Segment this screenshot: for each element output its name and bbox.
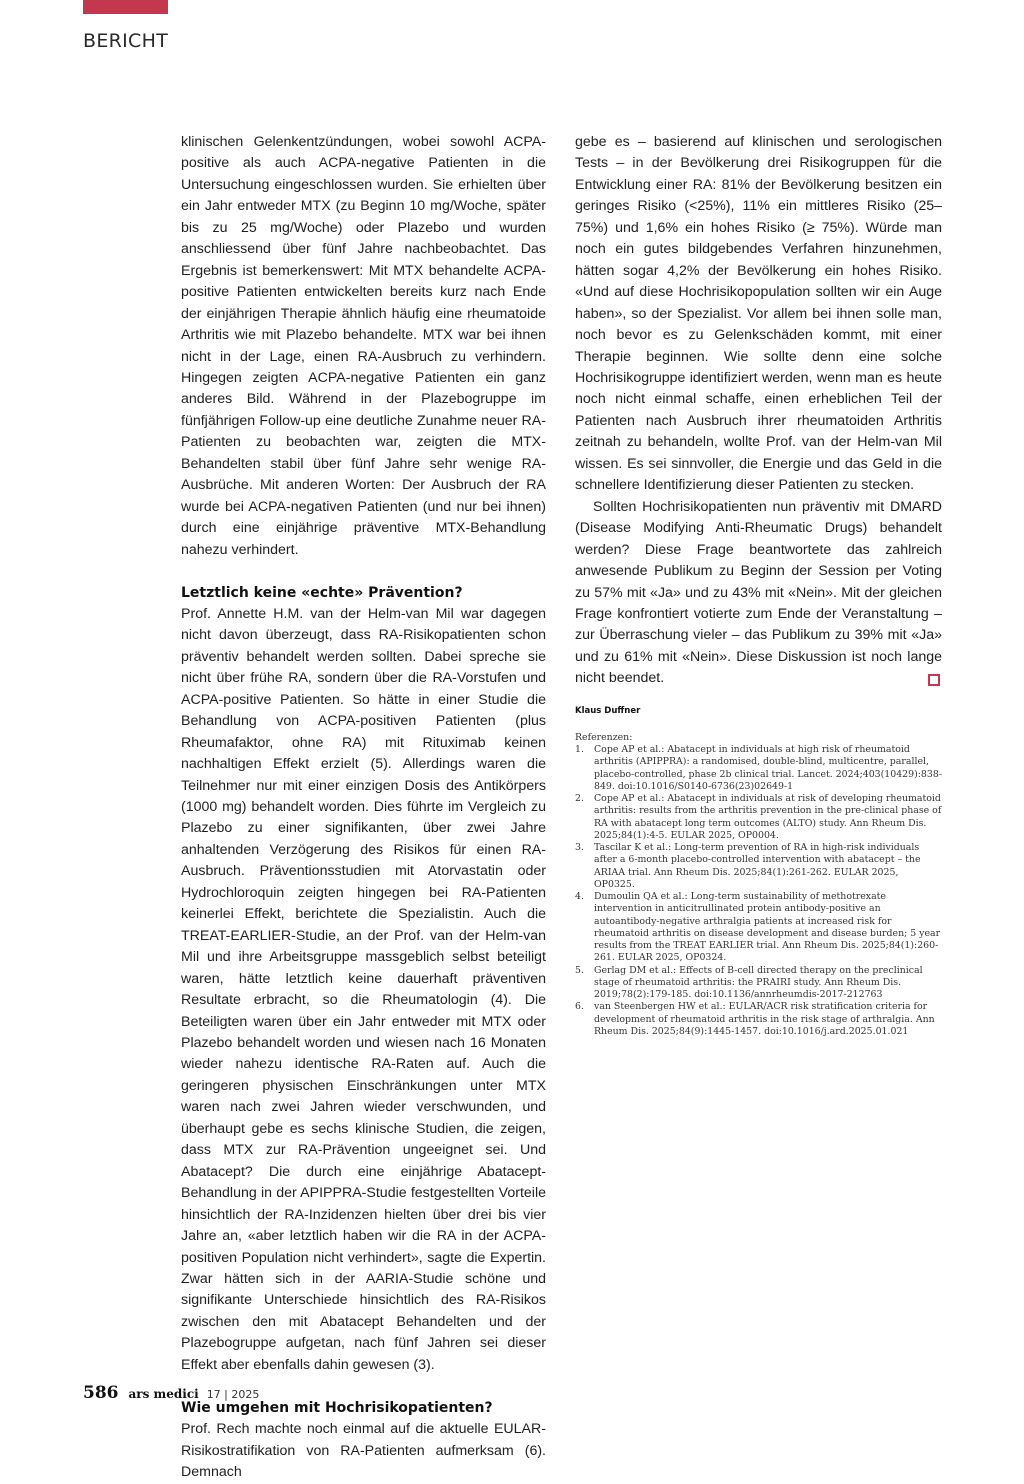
references-title: Referenzen:: [575, 731, 633, 743]
section-label: BERICHT: [83, 30, 169, 52]
reference-text: Tascilar K et al.: Long-term prevention of RA in high-risk individuals after a 6-month placebo-controlled intervention with abatacept – the ARIAA trial. Ann Rheum Dis. 2025;84(1):261-262. EULAR 2025, OP0325.: [594, 842, 921, 890]
body-paragraph-high-risk: Prof. Rech machte noch einmal auf die aktuelle EULAR-Risikostratifikation von RA-Patienten aufmerksam (6). Demnach: [181, 1421, 546, 1481]
reference-text: van Steenbergen HW et al.: EULAR/ACR risk stratification criteria for development of rheumatoid arthritis in the risk stage of arthralgia. Ann Rheum Dis. 2025;84(9):1445-1457. doi:10.1016/j.ard.2025.01.021: [594, 1001, 935, 1037]
section-heading-prevention: Letztlich keine «echte» Prävention?: [181, 584, 463, 601]
reference-text: Gerlag DM et al.: Effects of B-cell directed therapy on the preclinical stage of rheumatoid arthritis: the PRAIRI study. Ann Rheum Dis. 2019;78(2):179-185. doi:10.1136/annrheumdis-2017-212763: [594, 964, 923, 1001]
reference-number: 2.: [575, 793, 584, 805]
references: [575, 732, 942, 1038]
reference-number: 3.: [575, 842, 584, 854]
right-column: [575, 132, 942, 1038]
left-column: [181, 132, 546, 1484]
reference-number: 5.: [575, 964, 584, 976]
reference-item: [575, 1001, 942, 1038]
reference-item: [575, 891, 942, 965]
end-of-article-square-icon: [928, 674, 940, 686]
reference-item: [575, 744, 942, 793]
reference-item: [575, 793, 942, 842]
reference-text: Dumoulin QA et al.: Long-term sustainability of methotrexate intervention in anticitrullinated protein antibody-positive an autoantibody-negative arthralgia patients at increased risk for rheumatoid arthritis on disease development and disease burden; 5 year results from the TREAT EARLIER trial. Ann Rheum Dis. 2025;84(1):260-261. EULAR 2025, OP0324.: [594, 891, 941, 964]
body-paragraph-voting: [575, 497, 942, 690]
reference-text: Cope AP et al.: Abatacept in individuals at high risk of rheumatoid arthritis (APIPPRA): a randomised, double-blind, multicentre, parallel, placebo-controlled, phase 2b clinical trial. Lancet. 2024;403(10429):838-849. doi:10.1016/S0140-6736(23)02649-1: [594, 744, 942, 792]
references-list: [575, 744, 942, 1038]
body-paragraph-risk-groups: gebe es – basierend auf klinischen und serologischen Tests – in der Bevölkerung drei Risikogruppen für die Entwicklung einer RA: 81% der Bevölkerung besitzen ein geringes Risiko (<25%), 11% ein mittleres Risiko (25–75%) und 1,6% ein hohes Risiko (≥ 75%). Würde man noch ein gutes bildgebendes Verfahren hinzunehmen, hätten sogar 4,2% der Bevölkerung ein hohes Risiko. «Und auf diese Hochrisikopopulation sollten wir ein Auge haben», so der Spezialist. Vor allem bei ihnen solle man, noch bevor es zu Gelenkschäden kommt, mit einer Therapie beginnen. Wie sollte denn eine solche Hochrisikogruppe identifiziert werden, wenn man es heute noch nicht einmal schaffe, einen erheblichen Teil der Patienten nach Ausbruch ihrer rheumatoiden Arthritis zeitnah zu behandeln, wollte Prof. van der Helm-van Mil wissen. Es sei sinnvoller, die Energie und das Geld in die schnellere Identifizierung dieser Patienten zu stecken.: [575, 134, 942, 494]
reference-item: [575, 965, 942, 1002]
magazine-name: ars medici: [128, 1387, 199, 1401]
intro-paragraph: klinischen Gelenkentzündungen, wobei sowohl ACPA-positive als auch ACPA-negative Patienten in die Untersuchung eingeschlossen wurden. Sie erhielten über ein Jahr entweder MTX (zu Beginn 10 mg/Woche, später bis zu 25 mg/Woche) oder Plazebo und wurden anschliessend über fünf Jahre nachbeobachtet. Das Ergebnis ist bemerkenswert: Mit MTX behandelte ACPA-positive Patienten entwickelten bereits kurz nach Ende der einjährigen Therapie ähnlich häufig eine rheumatoide Arthritis wie mit Plazebo behandelte. MTX war bei ihnen nicht in der Lage, einen RA-Ausbruch zu verhindern. Hingegen zeigten ACPA-negative Patienten ein ganz anderes Bild. Während in der Plazebogruppe im fünfjährigen Follow-up eine deutliche Zunahme neuer RA-Patienten zu beobachten war, zeigten die MTX-Behandelten stabil über fünf Jahre sehr wenige RA-Ausbrüche. Mit anderen Worten: Der Ausbruch der RA wurde bei ACPA-negativen Patienten (und nur bei ihnen) durch eine einjährige präventive MTX-Behandlung nahezu verhindert.: [181, 134, 546, 558]
reference-text: Cope AP et al.: Abatacept in individuals at risk of developing rheumatoid arthritis: results from the arthritis prevention in the pre-clinical phase of RA with abatacept long term outcomes (ALTO) study. Ann Rheum Dis. 2025;84(1):4-5. EULAR 2025, OP0004.: [594, 793, 942, 841]
section-accent-bar: [83, 0, 168, 14]
reference-number: 6.: [575, 1001, 584, 1013]
body-paragraph-prevention: Prof. Annette H.M. van der Helm-van Mil war dagegen nicht davon überzeugt, dass RA-Risikopatienten schon präventiv behandelt werden sollten. Dabei spreche sie nicht über frühe RA, sondern über die RA-Vorstufen und ACPA-positive Patienten. So hätte in einer Studie die Behandlung von ACPA-positiven Patienten (plus Rheumafaktor, ohne RA) mit Rituximab keinen nachhaltigen Effekt erzielt (5). Allerdings waren die Teilnehmer nur mit einer einzigen Dosis des Antikörpers (1000 mg) behandelt worden. Dies führte im Vergleich zu Plazebo zu einer signifikanten, über zwei Jahre anhaltenden Verzögerung des Risikos für einen RA-Ausbruch. Präventionsstudien mit Atorvastatin oder Hydrochloroquin zeigten hingegen bei RA-Patienten keinerlei Effekt, berichtete die Spezialistin. Auch die TREAT-EARLIER-Studie, an der Prof. van der Helm-van Mil und ihre Arbeitsgruppe massgeblich selbst beteiligt waren, hätte letztlich keine dauerhaft präventiven Resultate erbracht, so die Rheumatologin (4). Die Beteiligten waren über ein Jahr entweder mit MTX oder Plazebo behandelt worden und wiesen nach 16 Monaten wieder nahezu identische RA-Raten auf. Auch die geringeren physischen Einschränkungen unter MTX waren nach zwei Jahren wieder verschwunden, und überhaupt gebe es sechs klinische Studien, die zeigen, dass MTX zur RA-Prävention ungeeignet sei. Und Abatacept? Die durch eine einjährige Abatacept-Behandlung in der APIPPRA-Studie festgestellten Vorteile hinsichtlich der RA-Inzidenzen hielten über drei bis vier Jahre an, «aber letztlich haben wir die RA in der ACPA-positiven Population nicht verhindert», sagte die Expertin. Zwar hätten sich in der AARIA-Studie schöne und signifikante Unterschiede hinsichtlich des RA-Risikos zwischen den mit Abatacept Behandelten und der Plazebogruppe aufgetan, nach fünf Jahren sei dieser Effekt aber ebenfalls dahin gewesen (3).: [181, 605, 546, 1373]
reference-number: 4.: [575, 891, 584, 903]
reference-item: [575, 842, 942, 891]
reference-number: 1.: [575, 744, 584, 756]
issue-number: 17 | 2025: [206, 1388, 260, 1401]
section-heading-high-risk: Wie umgehen mit Hochrisikopatienten?: [181, 1399, 493, 1416]
page-footer: [83, 1383, 259, 1403]
voting-text: Sollten Hochrisikopatienten nun präventiv mit DMARD (Disease Modifying Anti-Rheumatic Drugs) behandelt werden? Diese Frage beantwortete das zahlreich anwesende Publikum zu Beginn der Session per Voting zu 57% mit «Ja» und zu 43% mit «Nein». Mit der gleichen Frage konfrontiert votierte zum Ende der Veranstaltung – zur Überraschung vieler – das Publikum zu 39% mit «Ja» und zu 61% mit «Nein». Diese Diskussion ist noch lange nicht beendet.: [575, 498, 942, 687]
author-name: Klaus Duffner: [575, 705, 641, 716]
spacer: [181, 561, 546, 582]
page-number: 586: [83, 1383, 119, 1403]
